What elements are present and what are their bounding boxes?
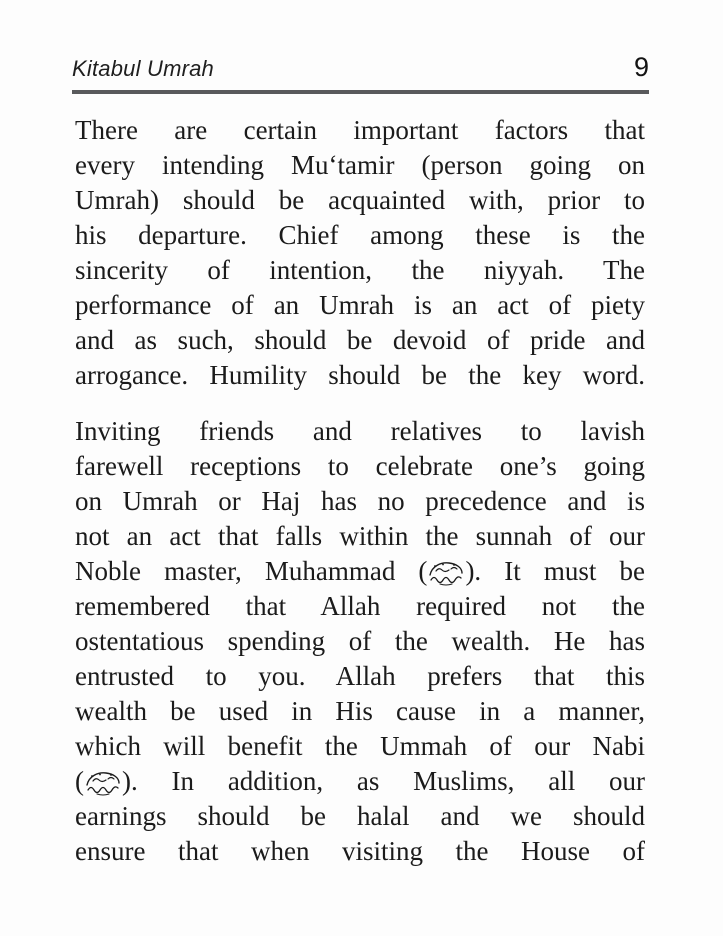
paragraph [75,113,645,393]
text-line: There are certain important factors that [75,115,645,145]
paragraph [75,414,645,869]
sallallahu-alayhi-wasallam-icon [84,769,122,797]
text-line: every intending Mu‘tamir (person going on [75,150,645,180]
text-line: on Umrah or Haj has no precedence and is [75,486,645,516]
text-line: entrusted to you. Allah prefers that this [75,661,645,691]
text-line: Umrah) should be acquainted with, prior to [75,185,645,215]
text-line: farewell receptions to celebrate one’s going [75,451,645,481]
text-line: earnings should be halal and we should [75,801,645,831]
text-line: sincerity of intention, the niyyah. The [75,255,645,285]
sallallahu-alayhi-wasallam-icon [427,559,465,587]
text-line: and as such, should be devoid of pride and [75,325,645,355]
text-line: ( ). In addition, as Muslims, all our [75,766,645,796]
text-line: ensure that when visiting the House of [75,836,645,866]
page-number: 9 [633,52,649,82]
text-line: wealth be used in His cause in a manner, [75,696,645,726]
text-line: remembered that Allah required not the [75,591,645,621]
text-line: arrogance. Humility should be the key word. [75,360,645,390]
page-body [75,113,645,869]
text-line: ostentatious spending of the wealth. He has [75,626,645,656]
page-header [72,52,649,94]
text-line: his departure. Chief among these is the [75,220,645,250]
text-line: not an act that falls within the sunnah of our [75,521,645,551]
text-line: which will benefit the Ummah of our Nabi [75,731,645,761]
book-title: Kitabul Umrah [72,56,214,81]
text-line: Inviting friends and relatives to lavish [75,416,645,446]
text-line: Noble master, Muhammad ( ). It must be [75,556,646,586]
text-line: performance of an Umrah is an act of piety [75,290,645,320]
